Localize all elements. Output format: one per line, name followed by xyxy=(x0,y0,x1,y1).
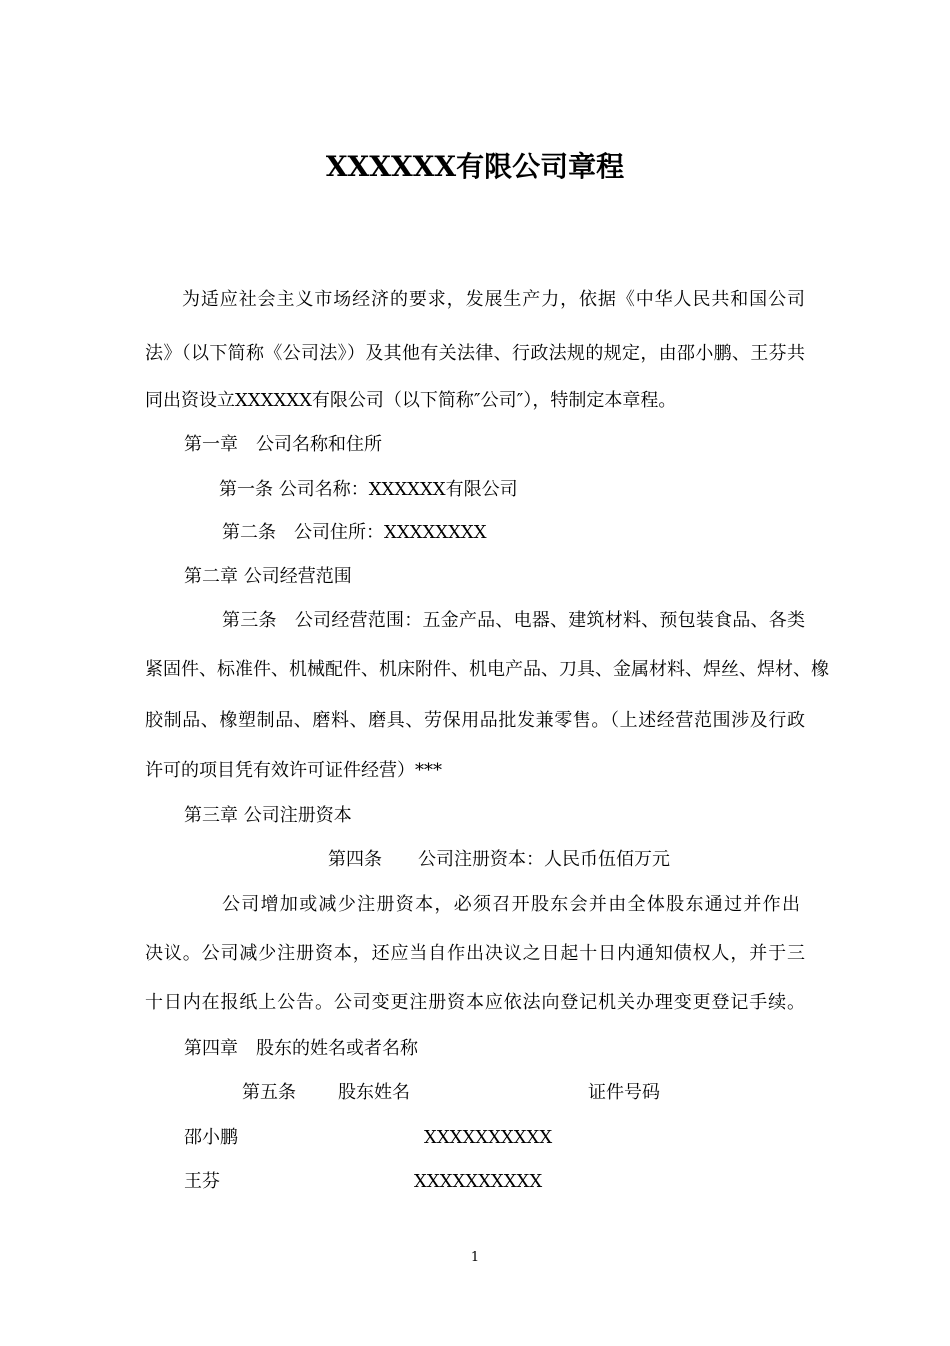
preamble-line-1: 为适应社会主义市场经济的要求，发展生产力，依据《中华人民共和国公司 xyxy=(182,289,805,310)
shareholder-id: XXXXXXXXXX xyxy=(414,1171,543,1192)
document-title: XXXXXX有限公司章程 xyxy=(325,150,625,183)
article3-line-4: 许可的项目凭有效许可证件经营）*** xyxy=(145,760,442,781)
chapter2-heading: 第二章 公司经营范围 xyxy=(184,566,352,587)
chapter3-heading: 第三章 公司注册资本 xyxy=(184,805,352,826)
preamble-line-2: 法》（以下简称《公司法》）及其他有关法律、行政法规的规定，由邵小鹏、王芬共 xyxy=(145,343,805,364)
shareholder-name: 王芬 xyxy=(184,1171,220,1192)
page-number: 1 xyxy=(470,1250,480,1265)
preamble-line-3: 同出资设立XXXXXX有限公司（以下简称″公司″），特制定本章程。 xyxy=(145,390,677,411)
article4: 第四条 公司注册资本：人民币伍佰万元 xyxy=(328,849,670,870)
chapter1-heading: 第一章 公司名称和住所 xyxy=(184,434,382,455)
article1: 第一条 公司名称：XXXXXX有限公司 xyxy=(219,479,518,500)
article2: 第二条 公司住所：XXXXXXXX xyxy=(222,522,487,543)
chapter4-heading: 第四章 股东的姓名或者名称 xyxy=(184,1038,418,1059)
capital-paragraph-line-1: 公司增加或减少注册资本，必须召开股东会并由全体股东通过并作出 xyxy=(222,894,800,915)
shareholder-id: XXXXXXXXXX xyxy=(424,1127,553,1148)
capital-paragraph-line-3: 十日内在报纸上公告。公司变更注册资本应依法向登记机关办理变更登记手续。 xyxy=(145,992,805,1013)
shareholder-name: 邵小鹏 xyxy=(184,1127,238,1148)
capital-paragraph-line-2: 决议。公司减少注册资本，还应当自作出决议之日起十日内通知债权人，并于三 xyxy=(145,943,805,964)
column-header-id: 证件号码 xyxy=(588,1082,660,1103)
article3-line-2: 紧固件、标准件、机械配件、机床附件、机电产品、刀具、金属材料、焊丝、焊材、橡 xyxy=(145,659,829,680)
column-header-name: 股东姓名 xyxy=(338,1082,410,1103)
article3-line-1: 第三条 公司经营范围：五金产品、电器、建筑材料、预包装食品、各类 xyxy=(222,610,805,631)
article3-line-3: 胶制品、橡塑制品、磨料、磨具、劳保用品批发兼零售。（上述经营范围涉及行政 xyxy=(145,710,805,731)
article5-label: 第五条 xyxy=(242,1082,296,1103)
